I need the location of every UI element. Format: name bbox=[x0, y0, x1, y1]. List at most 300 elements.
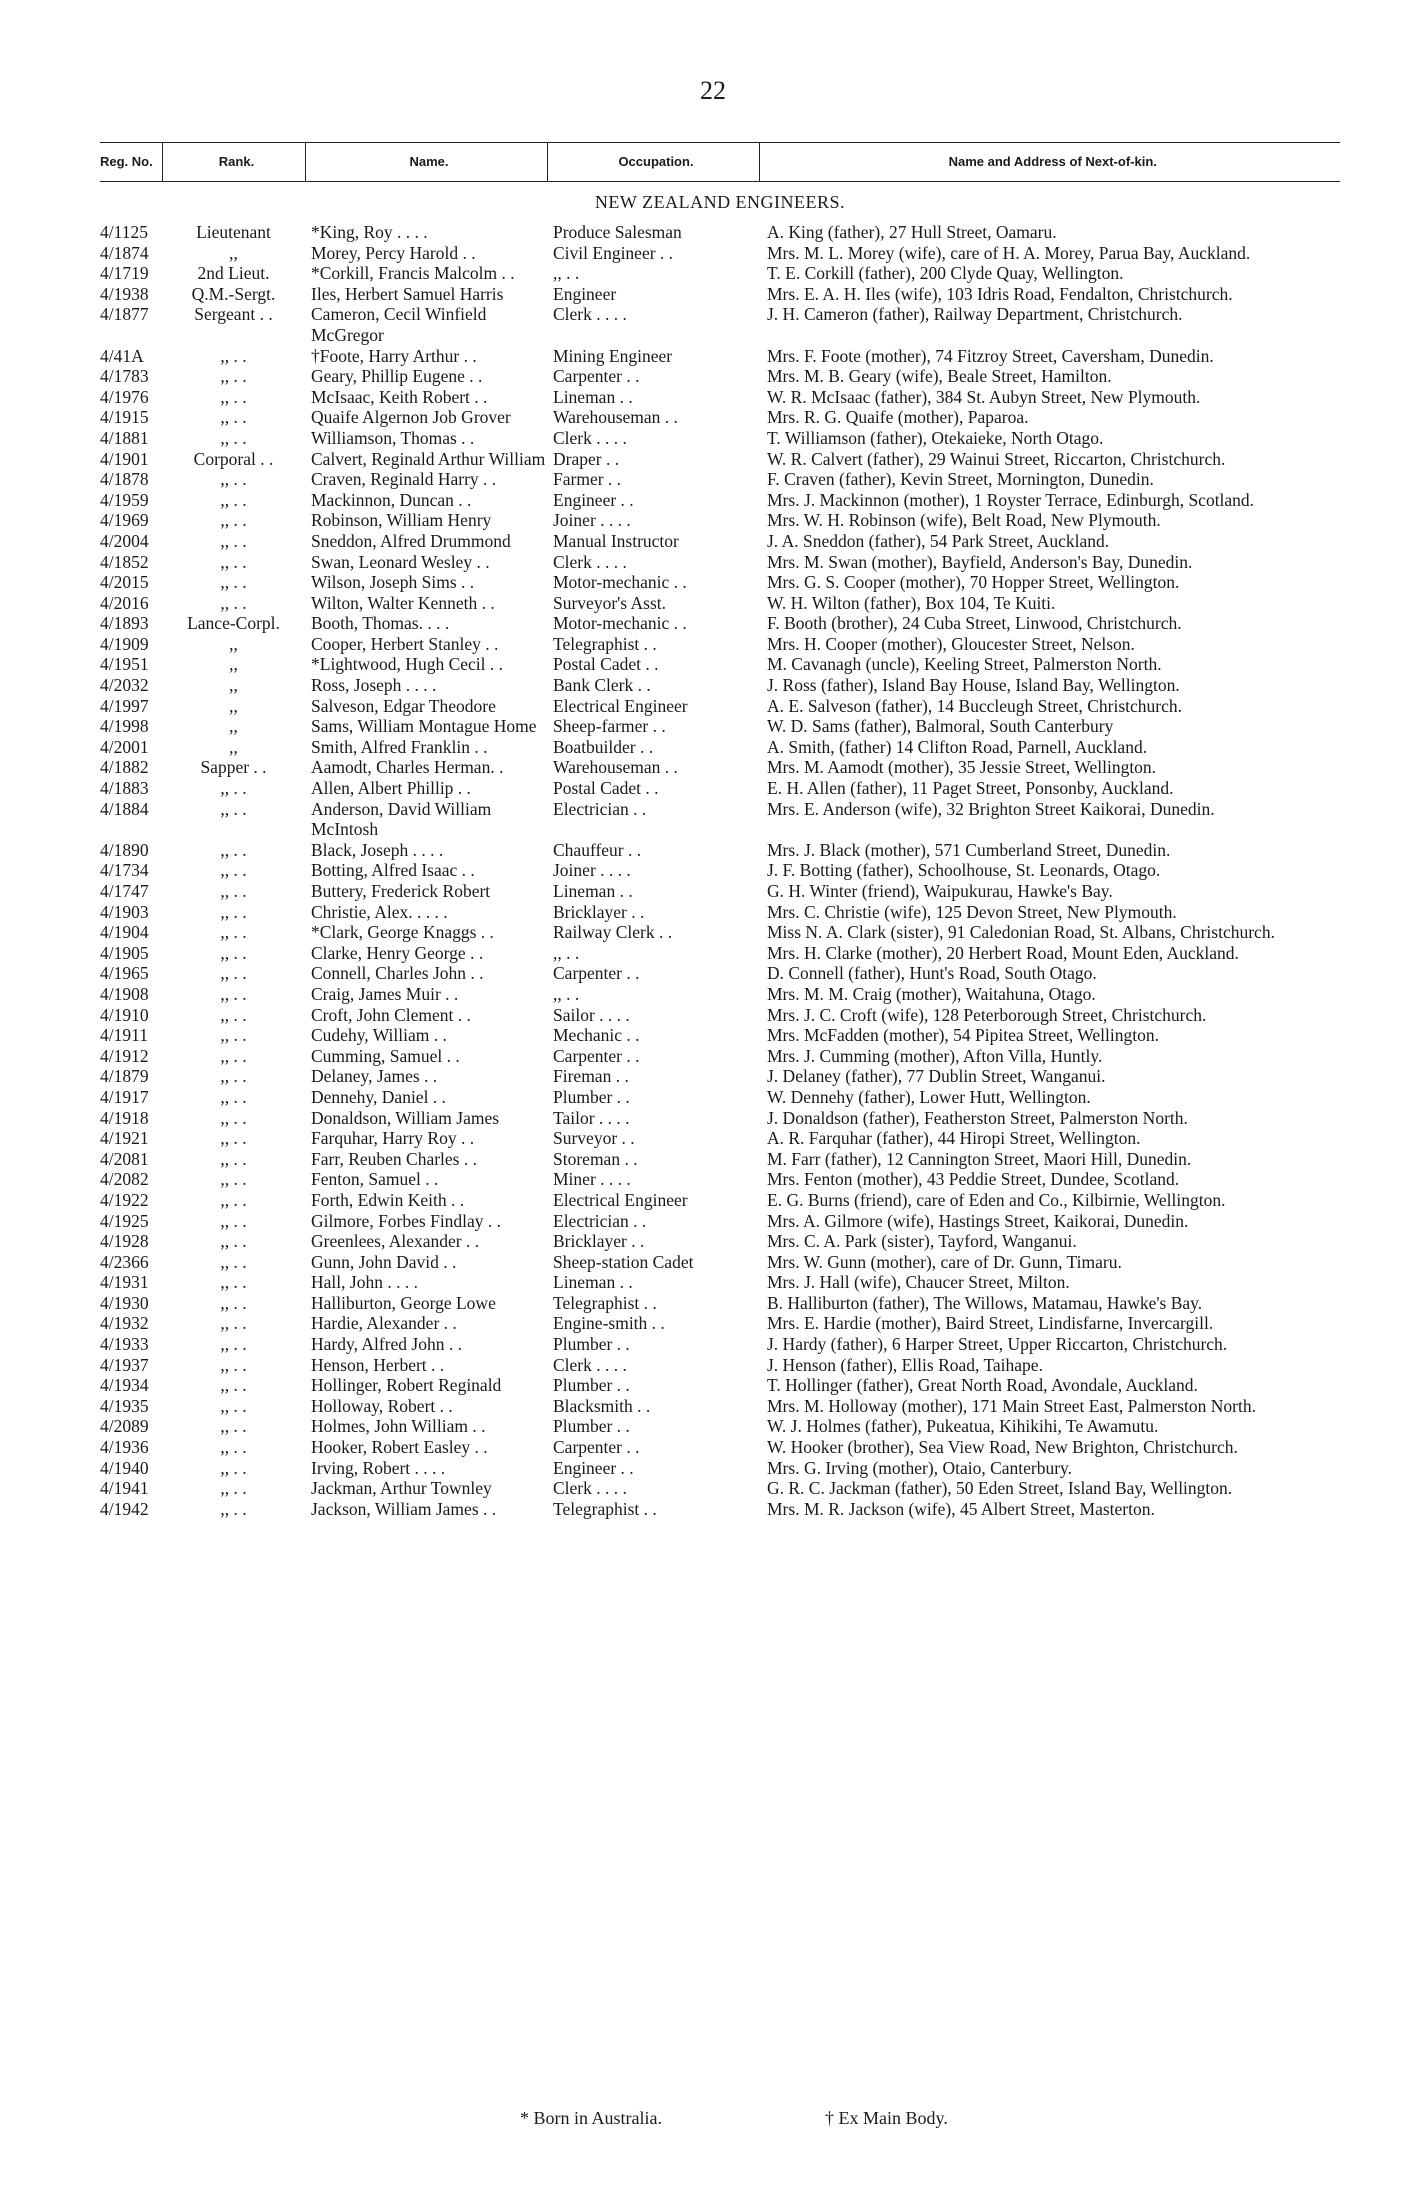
reg-no-cell: 4/1905 bbox=[100, 942, 149, 963]
reg-no-cell: 4/1890 bbox=[100, 839, 149, 860]
next-of-kin-cell: W. D. Sams (father), Balmoral, South Canterbury bbox=[767, 716, 1114, 737]
name-cell: Dennehy, Daniel . . bbox=[311, 1086, 446, 1107]
reg-no-cell: 4/2001 bbox=[100, 736, 149, 757]
occupation-cell: Storeman . . bbox=[553, 1148, 638, 1169]
name-cell: Clarke, Henry George . . bbox=[311, 942, 484, 963]
rank-cell: Q.M.-Sergt. bbox=[191, 283, 276, 304]
reg-no-cell: 4/1719 bbox=[100, 263, 149, 284]
name-cell: Farr, Reuben Charles . . bbox=[311, 1148, 477, 1169]
occupation-cell: Mechanic . . bbox=[553, 1025, 640, 1046]
reg-no-cell: 4/1951 bbox=[100, 654, 149, 675]
name-cell: Hooker, Robert Easley . . bbox=[311, 1437, 488, 1458]
occupation-cell: Sheep-farmer . . bbox=[553, 716, 666, 737]
occupation-cell: Bricklayer . . bbox=[553, 1231, 645, 1252]
next-of-kin-cell: Mrs. J. C. Croft (wife), 128 Peterborough Street, Christchurch. bbox=[767, 1004, 1207, 1025]
name-cell: *King, Roy . . . . bbox=[311, 222, 428, 242]
name-cell: Ross, Joseph . . . . bbox=[311, 675, 437, 696]
reg-no-cell: 4/1932 bbox=[100, 1313, 149, 1334]
name-cell: *Lightwood, Hugh Cecil . . bbox=[311, 654, 503, 675]
table-row bbox=[100, 1355, 1340, 1376]
reg-no-cell: 4/1878 bbox=[100, 469, 149, 490]
name-cell: Iles, Herbert Samuel Harris bbox=[311, 283, 504, 304]
occupation-cell: Postal Cadet . . bbox=[553, 778, 659, 799]
name-cell: Hollinger, Robert Reginald bbox=[311, 1375, 502, 1396]
rank-cell: ,, bbox=[229, 654, 238, 675]
next-of-kin-cell: D. Connell (father), Hunt's Road, South Otago. bbox=[767, 963, 1097, 984]
reg-no-cell: 4/1930 bbox=[100, 1292, 149, 1313]
reg-no-cell: 4/1904 bbox=[100, 922, 149, 943]
occupation-cell: Plumber . . bbox=[553, 1375, 630, 1396]
reg-no-cell: 4/1933 bbox=[100, 1334, 149, 1355]
next-of-kin-cell: E. H. Allen (father), 11 Paget Street, Ponsonby, Auckland. bbox=[767, 778, 1174, 799]
rank-cell: ,, . . bbox=[220, 1334, 247, 1355]
table-row bbox=[100, 1375, 1340, 1396]
table-row bbox=[100, 799, 1340, 840]
occupation-cell: Sheep-station Cadet bbox=[553, 1251, 694, 1272]
occupation-cell: Motor-mechanic . . bbox=[553, 572, 687, 593]
occupation-cell: Lineman . . bbox=[553, 881, 633, 901]
rank-cell: ,, bbox=[229, 242, 238, 263]
name-cell: Gilmore, Forbes Findlay . . bbox=[311, 1210, 502, 1231]
reg-no-cell: 4/2089 bbox=[100, 1416, 149, 1437]
reg-no-cell: 4/1969 bbox=[100, 510, 149, 531]
table-row bbox=[100, 840, 1340, 861]
rank-cell: ,, . . bbox=[220, 963, 247, 984]
name-cell: Donaldson, William James bbox=[311, 1107, 500, 1128]
occupation-cell: Clerk . . . . bbox=[553, 551, 627, 572]
rank-cell: ,, . . bbox=[220, 1169, 247, 1190]
next-of-kin-cell: W. Dennehy (father), Lower Hutt, Wellington. bbox=[767, 1086, 1091, 1107]
reg-no-cell: 4/1922 bbox=[100, 1189, 149, 1210]
rank-cell: ,, . . bbox=[220, 1395, 247, 1416]
name-cell: Allen, Albert Phillip . . bbox=[311, 778, 471, 799]
next-of-kin-cell: J. H. Cameron (father), Railway Department, Christchurch. bbox=[767, 304, 1183, 325]
rank-cell: ,, . . bbox=[220, 1231, 247, 1252]
rank-cell: ,, . . bbox=[220, 1313, 247, 1334]
table-row bbox=[100, 984, 1340, 1005]
reg-no-cell: 4/1937 bbox=[100, 1354, 149, 1375]
table-row bbox=[100, 1149, 1340, 1170]
reg-no-cell: 4/1938 bbox=[100, 283, 149, 304]
name-cell: Cameron, Cecil Winfield McGregor bbox=[311, 304, 487, 345]
table-row bbox=[100, 881, 1340, 902]
occupation-cell: Clerk . . . . bbox=[553, 1354, 627, 1375]
name-cell: Cumming, Samuel . . bbox=[311, 1045, 460, 1066]
next-of-kin-cell: W. Hooker (brother), Sea View Road, New Brighton, Christchurch. bbox=[767, 1437, 1238, 1458]
table-row bbox=[100, 469, 1340, 490]
reg-no-cell: 4/2081 bbox=[100, 1148, 149, 1169]
reg-no-cell: 4/2015 bbox=[100, 572, 149, 593]
name-cell: Geary, Phillip Eugene . . bbox=[311, 366, 483, 387]
rank-cell: ,, . . bbox=[220, 1045, 247, 1066]
table-row bbox=[100, 510, 1340, 531]
next-of-kin-cell: J. Hardy (father), 6 Harper Street, Upper Riccarton, Christchurch. bbox=[767, 1334, 1228, 1355]
rank-cell: ,, . . bbox=[220, 1354, 247, 1375]
reg-no-cell: 4/1911 bbox=[100, 1025, 148, 1046]
name-cell: *Clark, George Knaggs . . bbox=[311, 922, 494, 943]
name-cell: Hardie, Alexander . . bbox=[311, 1313, 457, 1334]
name-cell: Anderson, David William McIntosh bbox=[311, 798, 492, 840]
reg-no-cell: 4/1976 bbox=[100, 386, 149, 407]
name-cell: Craven, Reginald Harry . . bbox=[311, 469, 497, 490]
name-cell: Holmes, John William . . bbox=[311, 1416, 486, 1437]
name-cell: Cudehy, William . . bbox=[311, 1025, 447, 1046]
reg-no-cell: 4/2366 bbox=[100, 1251, 149, 1272]
reg-no-cell: 4/1909 bbox=[100, 633, 149, 654]
table-row bbox=[100, 284, 1340, 305]
name-cell: Swan, Leonard Wesley . . bbox=[311, 551, 490, 572]
name-cell: Delaney, James . . bbox=[311, 1066, 438, 1087]
table-row bbox=[100, 346, 1340, 367]
table-row bbox=[100, 1169, 1340, 1190]
reg-no-cell: 4/1877 bbox=[100, 304, 149, 325]
rank-cell: ,, . . bbox=[220, 1457, 247, 1478]
name-cell: †Foote, Harry Arthur . . bbox=[311, 345, 477, 366]
table-row bbox=[100, 860, 1340, 881]
occupation-cell: Bank Clerk . . bbox=[553, 675, 651, 696]
name-cell: Hardy, Alfred John . . bbox=[311, 1334, 462, 1355]
occupation-cell: Clerk . . . . bbox=[553, 1478, 627, 1499]
next-of-kin-cell: W. H. Wilton (father), Box 104, Te Kuiti. bbox=[767, 592, 1056, 613]
table-row bbox=[100, 263, 1340, 284]
next-of-kin-cell: T. Hollinger (father), Great North Road, Avondale, Auckland. bbox=[767, 1375, 1198, 1396]
reg-no-cell: 4/2004 bbox=[100, 530, 149, 551]
next-of-kin-cell: J. F. Botting (father), Schoolhouse, St. Leonards, Otago. bbox=[767, 860, 1161, 881]
reg-no-cell: 4/2082 bbox=[100, 1169, 149, 1190]
name-cell: Buttery, Frederick Robert bbox=[311, 881, 491, 901]
table-row bbox=[100, 943, 1340, 964]
name-cell: Christie, Alex. . . . . bbox=[311, 901, 448, 922]
occupation-cell: Carpenter . . bbox=[553, 1045, 640, 1066]
name-cell: Halliburton, George Lowe bbox=[311, 1292, 496, 1313]
next-of-kin-cell: Mrs. W. Gunn (mother), care of Dr. Gunn, Timaru. bbox=[767, 1251, 1122, 1272]
name-cell: Smith, Alfred Franklin . . bbox=[311, 736, 488, 757]
reg-no-cell: 4/1940 bbox=[100, 1457, 149, 1478]
next-of-kin-cell: Mrs. H. Clarke (mother), 20 Herbert Road, Mount Eden, Auckland. bbox=[767, 942, 1239, 963]
header-name: Name. bbox=[305, 143, 547, 182]
header-rank: Rank. bbox=[162, 143, 305, 182]
next-of-kin-cell: Mrs. H. Cooper (mother), Gloucester Street, Nelson. bbox=[767, 633, 1135, 654]
occupation-cell: Electrician . . bbox=[553, 1210, 647, 1231]
occupation-cell: Lineman . . bbox=[553, 386, 633, 407]
name-cell: Craig, James Muir . . bbox=[311, 983, 459, 1004]
next-of-kin-cell: Mrs. E. A. H. Iles (wife), 103 Idris Road, Fendalton, Christchurch. bbox=[767, 283, 1233, 304]
table-row bbox=[100, 1313, 1340, 1334]
table-row bbox=[100, 531, 1340, 552]
occupation-cell: Carpenter . . bbox=[553, 1437, 640, 1458]
next-of-kin-cell: Mrs. M. L. Morey (wife), care of H. A. Morey, Parua Bay, Auckland. bbox=[767, 242, 1251, 263]
table-row bbox=[100, 407, 1340, 428]
rank-cell: ,, . . bbox=[220, 1004, 247, 1025]
name-cell: Farquhar, Harry Roy . . bbox=[311, 1128, 475, 1149]
table-row bbox=[100, 1478, 1340, 1499]
reg-no-cell: 4/1941 bbox=[100, 1478, 149, 1499]
reg-no-cell: 4/1918 bbox=[100, 1107, 149, 1128]
rank-cell: ,, . . bbox=[220, 1272, 247, 1293]
table-row bbox=[100, 654, 1340, 675]
name-cell: Aamodt, Charles Herman. . bbox=[311, 757, 504, 778]
header-reg-no: Reg. No. bbox=[100, 143, 162, 182]
next-of-kin-cell: A. E. Salveson (father), 14 Buccleugh Street, Christchurch. bbox=[767, 695, 1183, 716]
reg-no-cell: 4/1925 bbox=[100, 1210, 149, 1231]
name-cell: Greenlees, Alexander . . bbox=[311, 1231, 480, 1252]
rank-cell: ,, . . bbox=[220, 427, 247, 448]
occupation-cell: Joiner . . . . bbox=[553, 860, 631, 881]
table-row bbox=[100, 1499, 1340, 1520]
reg-no-cell: 4/1125 bbox=[100, 222, 148, 242]
rank-cell: ,, . . bbox=[220, 1107, 247, 1128]
table-row bbox=[100, 304, 1340, 345]
reg-no-cell: 4/1884 bbox=[100, 798, 149, 819]
next-of-kin-cell: Mrs. W. H. Robinson (wife), Belt Road, New Plymouth. bbox=[767, 510, 1161, 531]
next-of-kin-cell: Mrs. M. B. Geary (wife), Beale Street, Hamilton. bbox=[767, 366, 1112, 387]
occupation-cell: Warehouseman . . bbox=[553, 757, 678, 778]
rank-cell: ,, . . bbox=[220, 592, 247, 613]
occupation-cell: Engineer bbox=[553, 283, 617, 304]
name-cell: McIsaac, Keith Robert . . bbox=[311, 386, 488, 407]
reg-no-cell: 4/1931 bbox=[100, 1272, 149, 1293]
rank-cell: ,, . . bbox=[220, 1478, 247, 1499]
name-cell: Holloway, Robert . . bbox=[311, 1395, 453, 1416]
occupation-cell: Surveyor . . bbox=[553, 1128, 635, 1149]
occupation-cell: Joiner . . . . bbox=[553, 510, 631, 531]
reg-no-cell: 4/1997 bbox=[100, 695, 149, 716]
table-row bbox=[100, 963, 1340, 984]
table-row bbox=[100, 675, 1340, 696]
occupation-cell: Miner . . . . bbox=[553, 1169, 631, 1190]
name-cell: Jackman, Arthur Townley bbox=[311, 1478, 492, 1499]
name-cell: Hall, John . . . . bbox=[311, 1272, 418, 1293]
rank-cell: ,, . . bbox=[220, 1025, 247, 1046]
rank-cell: ,, . . bbox=[220, 881, 247, 901]
reg-no-cell: 4/1998 bbox=[100, 716, 149, 737]
reg-no-cell: 4/1921 bbox=[100, 1128, 149, 1149]
rank-cell: ,, . . bbox=[220, 386, 247, 407]
reg-no-cell: 4/1936 bbox=[100, 1437, 149, 1458]
name-cell: Booth, Thomas. . . . bbox=[311, 613, 450, 634]
rank-cell: ,, bbox=[229, 736, 238, 757]
table-row bbox=[100, 593, 1340, 614]
occupation-cell: Bricklayer . . bbox=[553, 901, 645, 922]
name-cell: Botting, Alfred Isaac . . bbox=[311, 860, 475, 881]
name-cell: Mackinnon, Duncan . . bbox=[311, 489, 472, 510]
rank-cell: ,, . . bbox=[220, 1086, 247, 1107]
reg-no-cell: 4/2032 bbox=[100, 675, 149, 696]
reg-no-cell: 4/1928 bbox=[100, 1231, 149, 1252]
reg-no-cell: 4/1893 bbox=[100, 613, 149, 634]
rank-cell: ,, . . bbox=[220, 1251, 247, 1272]
table-row bbox=[100, 572, 1340, 593]
occupation-cell: Motor-mechanic . . bbox=[553, 613, 687, 634]
next-of-kin-cell: Mrs. Fenton (mother), 43 Peddie Street, Dundee, Scotland. bbox=[767, 1169, 1180, 1190]
name-cell: Irving, Robert . . . . bbox=[311, 1457, 446, 1478]
table-row bbox=[100, 716, 1340, 737]
reg-no-cell: 4/1935 bbox=[100, 1395, 149, 1416]
next-of-kin-cell: E. G. Burns (friend), care of Eden and Co., Kilbirnie, Wellington. bbox=[767, 1189, 1226, 1210]
table-row bbox=[100, 1396, 1340, 1417]
occupation-cell: Boatbuilder . . bbox=[553, 736, 654, 757]
reg-no-cell: 4/1912 bbox=[100, 1045, 149, 1066]
occupation-cell: Clerk . . . . bbox=[553, 427, 627, 448]
reg-no-cell: 4/2016 bbox=[100, 592, 149, 613]
next-of-kin-cell: W. J. Holmes (father), Pukeatua, Kihikihi, Te Awamutu. bbox=[767, 1416, 1159, 1437]
rank-cell: ,, . . bbox=[220, 366, 247, 387]
table-row bbox=[100, 1437, 1340, 1458]
reg-no-cell: 4/1879 bbox=[100, 1066, 149, 1087]
next-of-kin-cell: Mrs. C. A. Park (sister), Tayford, Wanganui. bbox=[767, 1231, 1077, 1252]
next-of-kin-cell: J. Henson (father), Ellis Road, Taihape. bbox=[767, 1354, 1043, 1375]
rank-cell: ,, bbox=[229, 675, 238, 696]
table-row bbox=[100, 1046, 1340, 1067]
next-of-kin-cell: J. Delaney (father), 77 Dublin Street, Wanganui. bbox=[767, 1066, 1106, 1087]
next-of-kin-cell: Mrs. J. Black (mother), 571 Cumberland Street, Dunedin. bbox=[767, 839, 1171, 860]
next-of-kin-cell: B. Halliburton (father), The Willows, Matamau, Hawke's Bay. bbox=[767, 1292, 1203, 1313]
table-row bbox=[100, 1272, 1340, 1293]
next-of-kin-cell: G. R. C. Jackman (father), 50 Eden Street, Island Bay, Wellington. bbox=[767, 1478, 1233, 1499]
occupation-cell: Fireman . . bbox=[553, 1066, 629, 1087]
occupation-cell: Engine-smith . . bbox=[553, 1313, 665, 1334]
rank-cell: ,, . . bbox=[220, 469, 247, 490]
next-of-kin-cell: J. A. Sneddon (father), 54 Park Street, Auckland. bbox=[767, 530, 1110, 551]
rank-cell: ,, bbox=[229, 695, 238, 716]
name-cell: Jackson, William James . . bbox=[311, 1498, 497, 1519]
occupation-cell: Engineer . . bbox=[553, 489, 634, 510]
next-of-kin-cell: Mrs. G. S. Cooper (mother), 70 Hopper Street, Wellington. bbox=[767, 572, 1180, 593]
next-of-kin-cell: Mrs. M. R. Jackson (wife), 45 Albert Street, Masterton. bbox=[767, 1498, 1155, 1519]
table-row bbox=[100, 552, 1340, 573]
header-next-of-kin: Name and Address of Next-of-kin. bbox=[759, 143, 1340, 182]
occupation-cell: Electrician . . bbox=[553, 798, 647, 819]
table-row bbox=[100, 222, 1340, 243]
table-row bbox=[100, 1293, 1340, 1314]
rank-cell: ,, . . bbox=[220, 551, 247, 572]
occupation-cell: Civil Engineer . . bbox=[553, 242, 674, 263]
next-of-kin-cell: Mrs. R. G. Quaife (mother), Paparoa. bbox=[767, 407, 1029, 428]
occupation-cell: Postal Cadet . . bbox=[553, 654, 659, 675]
occupation-cell: Warehouseman . . bbox=[553, 407, 678, 428]
next-of-kin-cell: J. Ross (father), Island Bay House, Island Bay, Wellington. bbox=[767, 675, 1180, 696]
reg-no-cell: 4/1915 bbox=[100, 407, 149, 428]
next-of-kin-cell: Mrs. M. Holloway (mother), 171 Main Street East, Palmerston North. bbox=[767, 1395, 1256, 1416]
rank-cell: ,, . . bbox=[220, 1498, 247, 1519]
occupation-cell: Tailor . . . . bbox=[553, 1107, 630, 1128]
occupation-cell: Mining Engineer bbox=[553, 345, 673, 366]
name-cell: Morey, Percy Harold . . bbox=[311, 242, 476, 263]
rank-cell: Corporal . . bbox=[193, 448, 274, 469]
next-of-kin-cell: Mrs. J. Cumming (mother), Afton Villa, Huntly. bbox=[767, 1045, 1103, 1066]
next-of-kin-cell: Mrs. M. M. Craig (mother), Waitahuna, Otago. bbox=[767, 983, 1096, 1004]
occupation-cell: Electrical Engineer bbox=[553, 1189, 688, 1210]
rank-cell: Lieutenant bbox=[196, 222, 271, 242]
occupation-cell: Surveyor's Asst. bbox=[553, 592, 667, 613]
name-cell: Fenton, Samuel . . bbox=[311, 1169, 439, 1190]
next-of-kin-cell: Mrs. G. Irving (mother), Otaio, Canterbury. bbox=[767, 1457, 1073, 1478]
next-of-kin-cell: J. Donaldson (father), Featherston Street, Palmerston North. bbox=[767, 1107, 1188, 1128]
name-cell: Calvert, Reginald Arthur William bbox=[311, 448, 546, 469]
name-cell: Salveson, Edgar Theodore bbox=[311, 695, 496, 716]
occupation-cell: ,, . . bbox=[553, 942, 580, 963]
rank-cell: ,, . . bbox=[220, 778, 247, 799]
rank-cell: Sapper . . bbox=[200, 757, 267, 778]
footnote-ex-main-body: † Ex Main Body. bbox=[825, 2108, 948, 2128]
rank-cell: ,, . . bbox=[220, 1375, 247, 1396]
reg-no-cell: 4/1942 bbox=[100, 1498, 149, 1519]
rank-cell: ,, . . bbox=[220, 1189, 247, 1210]
section-row bbox=[100, 182, 1340, 223]
occupation-cell: Sailor . . . . bbox=[553, 1004, 630, 1025]
name-cell: Quaife Algernon Job Grover bbox=[311, 407, 511, 428]
occupation-cell: Plumber . . bbox=[553, 1086, 630, 1107]
next-of-kin-cell: Mrs. J. Mackinnon (mother), 1 Royster Terrace, Edinburgh, Scotland. bbox=[767, 489, 1255, 510]
next-of-kin-cell: Mrs. M. Swan (mother), Bayfield, Anderson's Bay, Dunedin. bbox=[767, 551, 1193, 572]
occupation-cell: Farmer . . bbox=[553, 469, 622, 490]
occupation-cell: Telegraphist . . bbox=[553, 1292, 657, 1313]
occupation-cell: Carpenter . . bbox=[553, 963, 640, 984]
reg-no-cell: 4/41A bbox=[100, 345, 144, 366]
occupation-cell: Manual Instructor bbox=[553, 530, 679, 551]
table-row bbox=[100, 387, 1340, 408]
occupation-cell: Telegraphist . . bbox=[553, 633, 657, 654]
table-row bbox=[100, 490, 1340, 511]
reg-no-cell: 4/1783 bbox=[100, 366, 149, 387]
rank-cell: Sergeant . . bbox=[194, 304, 273, 325]
rank-cell: 2nd Lieut. bbox=[197, 263, 270, 284]
name-cell: *Corkill, Francis Malcolm . . bbox=[311, 263, 515, 284]
rank-cell: ,, . . bbox=[220, 407, 247, 428]
occupation-cell: Engineer . . bbox=[553, 1457, 634, 1478]
table-row bbox=[100, 1128, 1340, 1149]
occupation-cell: Blacksmith . . bbox=[553, 1395, 651, 1416]
reg-no-cell: 4/1901 bbox=[100, 448, 149, 469]
occupation-cell: Electrical Engineer bbox=[553, 695, 688, 716]
occupation-cell: Clerk . . . . bbox=[553, 304, 627, 325]
rank-cell: ,, . . bbox=[220, 1148, 247, 1169]
reg-no-cell: 4/1903 bbox=[100, 901, 149, 922]
next-of-kin-cell: Mrs. M. Aamodt (mother), 35 Jessie Street, Wellington. bbox=[767, 757, 1157, 778]
name-cell: Wilson, Joseph Sims . . bbox=[311, 572, 475, 593]
occupation-cell: Plumber . . bbox=[553, 1334, 630, 1355]
table-row bbox=[100, 922, 1340, 943]
occupation-cell: Produce Salesman bbox=[553, 222, 682, 242]
next-of-kin-cell: F. Craven (father), Kevin Street, Mornington, Dunedin. bbox=[767, 469, 1154, 490]
rank-cell: ,, bbox=[229, 716, 238, 737]
table-row bbox=[100, 613, 1340, 634]
name-cell: Robinson, William Henry bbox=[311, 510, 492, 531]
name-cell: Sneddon, Alfred Drummond bbox=[311, 530, 511, 551]
occupation-cell: Chauffeur . . bbox=[553, 839, 642, 860]
reg-no-cell: 4/1959 bbox=[100, 489, 149, 510]
reg-no-cell: 4/1747 bbox=[100, 881, 149, 901]
table-row bbox=[100, 1005, 1340, 1026]
name-cell: Black, Joseph . . . . bbox=[311, 839, 444, 860]
table-row bbox=[100, 1025, 1340, 1046]
table-row bbox=[100, 1108, 1340, 1129]
footnote-born-in-australia: * Born in Australia. bbox=[520, 2108, 662, 2128]
rank-cell: ,, . . bbox=[220, 1128, 247, 1149]
rank-cell: ,, . . bbox=[220, 1066, 247, 1087]
next-of-kin-cell: Mrs. E. Hardie (mother), Baird Street, Lindisfarne, Invercargill. bbox=[767, 1313, 1214, 1334]
table-row bbox=[100, 1190, 1340, 1211]
table-row bbox=[100, 757, 1340, 778]
next-of-kin-cell: F. Booth (brother), 24 Cuba Street, Linwood, Christchurch. bbox=[767, 613, 1182, 634]
name-cell: Cooper, Herbert Stanley . . bbox=[311, 633, 499, 654]
name-cell: Forth, Edwin Keith . . bbox=[311, 1189, 465, 1210]
rank-cell: ,, . . bbox=[220, 1292, 247, 1313]
table-row bbox=[100, 1087, 1340, 1108]
table-row bbox=[100, 902, 1340, 923]
name-cell: Sams, William Montague Home bbox=[311, 716, 537, 737]
reg-no-cell: 4/1882 bbox=[100, 757, 149, 778]
